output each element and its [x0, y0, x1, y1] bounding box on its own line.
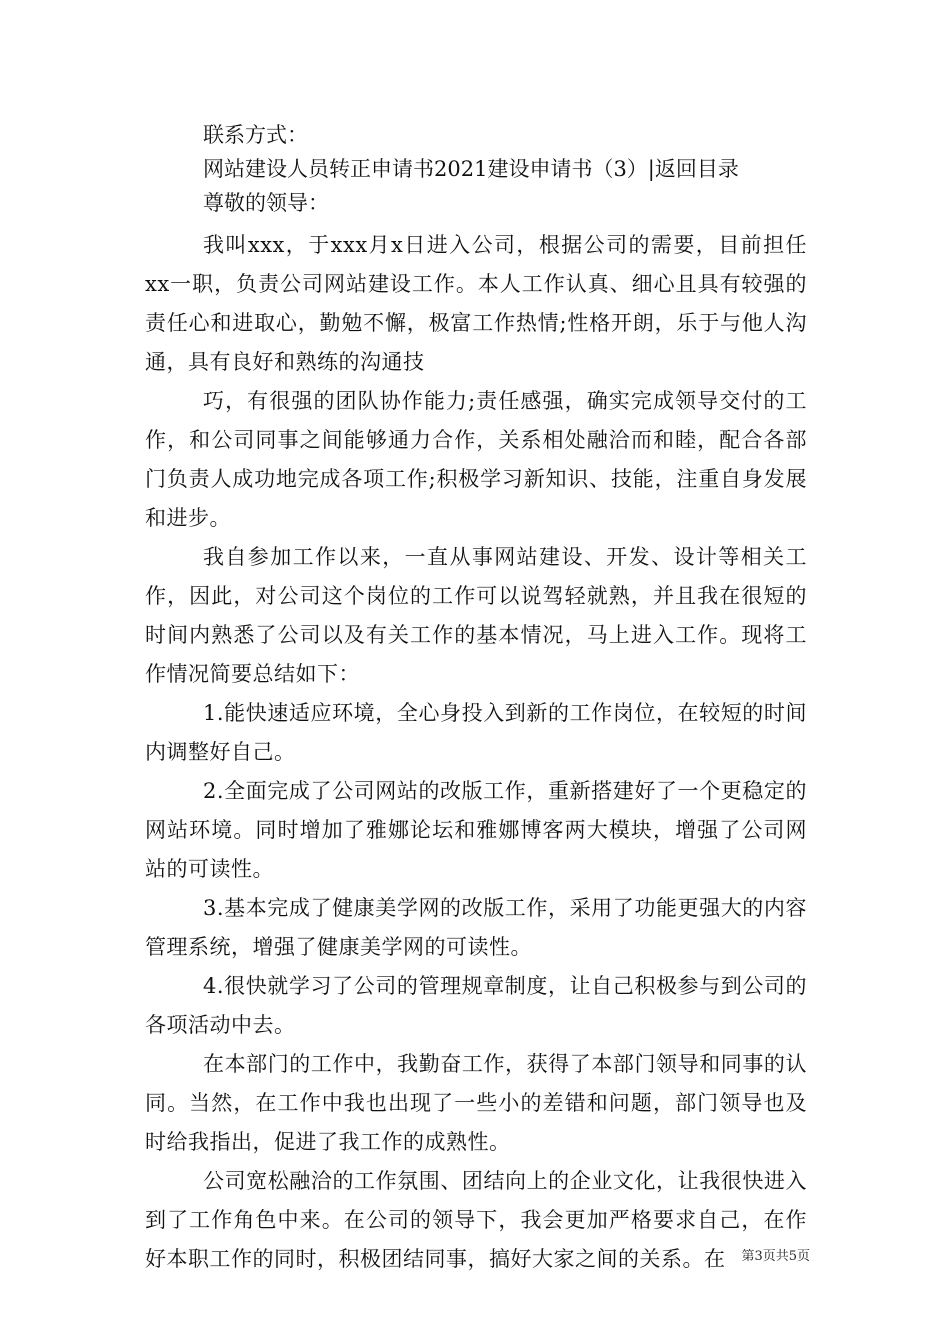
document-body	[145, 118, 807, 1279]
paragraph-experience: 我自参加工作以来，一直从事网站建设、开发、设计等相关工作，因此，对公司这个岗位的工作可以说驾轻就熟，并且我在很短的时间内熟悉了公司以及有关工作的基本情况，马上进入工作。现将工作情况简要总结如下：	[145, 545, 807, 686]
paragraph-culture: 公司宽松融洽的工作氛围、团结向上的企业文化，让我很快进入到了工作角色中来。在公司的领导下，我会更加严格要求自己，在作好本职工作的同时，积极团结同事，搞好大家之间的关系。在	[145, 1169, 807, 1271]
paragraph-item-3: 3.基本完成了健康美学网的改版工作，采用了功能更强大的内容管理系统，增强了健康美学网的可读性。	[145, 896, 807, 959]
paragraph-item-4: 4.很快就学习了公司的管理规章制度，让自己积极参与到公司的各项活动中去。	[145, 974, 807, 1037]
greeting-line: 尊敬的领导：	[203, 191, 329, 215]
paragraph-department: 在本部门的工作中，我勤奋工作，获得了本部门领导和同事的认同。当然，在工作中我也出现了一些小的差错和问题，部门领导也及时给我指出，促进了我工作的成熟性。	[145, 1052, 807, 1154]
paragraph-intro: 我叫xxx，于xxx月x日进入公司，根据公司的需要，目前担任xx一职，负责公司网站建设工作。本人工作认真、细心且具有较强的责任心和进取心，勤勉不懈，极富工作热情;性格开朗，乐于与他人沟通，具有良好和熟练的沟通技	[145, 233, 807, 374]
paragraph-item-2: 2.全面完成了公司网站的改版工作，重新搭建好了一个更稳定的网站环境。同时增加了雅娜论坛和雅娜博客两大模块，增强了公司网站的可读性。	[145, 779, 807, 881]
page-number-footer: 第3页共5页	[741, 1249, 810, 1264]
heading-line: 网站建设人员转正申请书2021建设申请书（3）|返回目录	[203, 157, 739, 181]
contact-line: 联系方式：	[203, 123, 308, 147]
paragraph-item-1: 1.能快速适应环境，全心身投入到新的工作岗位，在较短的时间内调整好自己。	[145, 701, 807, 764]
paragraph-skills: 巧，有很强的团队协作能力;责任感强，确实完成领导交付的工作，和公司同事之间能够通力合作，关系相处融洽而和睦，配合各部门负责人成功地完成各项工作;积极学习新知识、技能，注重自身发展和进步。	[145, 389, 807, 530]
